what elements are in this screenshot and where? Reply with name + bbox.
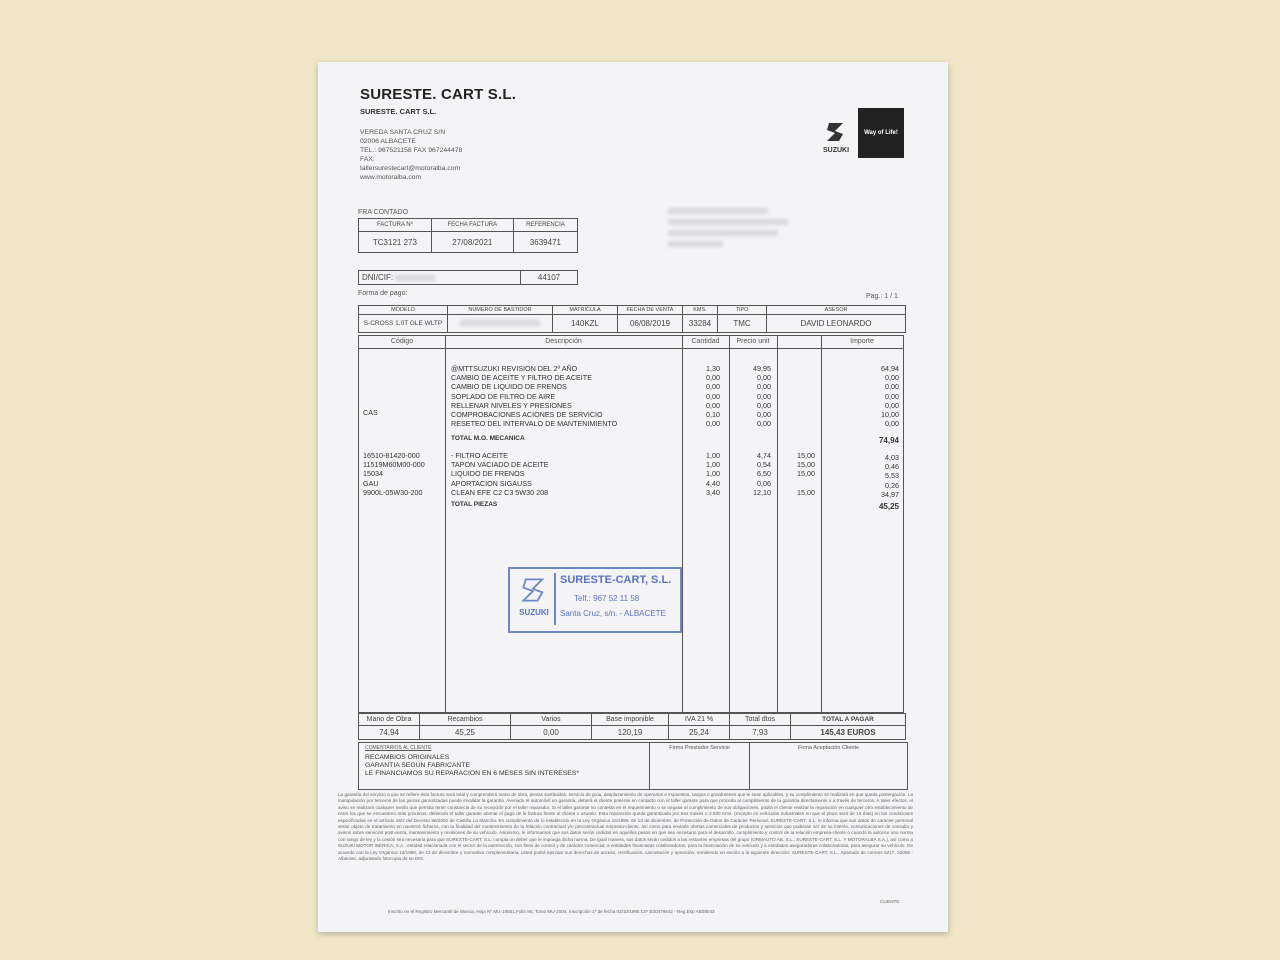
- item-amount: 10,00: [881, 410, 899, 420]
- header-code: Código: [390, 338, 414, 345]
- company-address: [360, 128, 462, 182]
- item-qty: 0,00: [706, 419, 720, 429]
- totals-header: Base imponible: [592, 714, 669, 726]
- suzuki-logo: [818, 122, 854, 154]
- stamp-name: SURESTE-CART, S.L.: [560, 574, 672, 586]
- item-price: 4,74: [757, 451, 771, 460]
- labor-total: 74,94: [878, 436, 899, 445]
- item-qty: 0,00: [706, 382, 720, 392]
- vehicle-table: [358, 305, 906, 333]
- factura-label: FACTURA Nº: [359, 219, 432, 232]
- part-code: 11519M60M00-000: [363, 460, 425, 470]
- parts-descriptions: [451, 451, 549, 497]
- item-price: 0,54: [757, 460, 771, 470]
- item-price: 0,00: [757, 382, 771, 392]
- col-divider: [445, 336, 446, 712]
- item-price: 0,00: [757, 373, 771, 383]
- item-price: 6,50: [757, 469, 771, 479]
- dni-label: DNI/CIF:: [362, 273, 394, 282]
- item-qty: 1,00: [706, 460, 720, 470]
- item-qty: 1,00: [706, 451, 720, 460]
- col-divider: [682, 336, 683, 712]
- item-price: 0,00: [757, 419, 771, 429]
- items-table: [358, 335, 904, 713]
- vehicle-type: TMC: [718, 315, 767, 333]
- factura-number: TC3121 273: [359, 232, 432, 253]
- totals-header: Varios: [511, 714, 592, 726]
- kms: 33284: [683, 315, 718, 333]
- vehicle-header: MODELO: [359, 306, 448, 315]
- header-amount: Importe: [850, 338, 874, 345]
- dni-table: [358, 270, 578, 285]
- advisor: DAVID LEONARDO: [767, 315, 906, 333]
- referencia-label: REFERENCIA: [513, 219, 577, 232]
- item-qty: 4,40: [706, 478, 720, 488]
- item-discount: 15,00: [797, 451, 815, 460]
- vehicle-header: TIPO: [718, 306, 767, 315]
- provider-signature-label: Firma Prestador Servicio: [669, 745, 730, 751]
- tax-base-value: 120,19: [592, 726, 669, 740]
- item-amount: 0,00: [885, 382, 899, 392]
- invoice-info-table: [358, 218, 578, 253]
- labor-total-label: TOTAL M.O. MECANICA: [451, 435, 525, 442]
- item-desc: COMPROBACIONES ACIONES DE SERVICIO: [451, 410, 603, 420]
- header-quantity: Cantidad: [691, 338, 720, 345]
- brand-name: SUZUKI: [822, 147, 850, 154]
- address-line: TEL.: 967521158 FAX 967244478: [360, 147, 463, 154]
- labor-total-value: 74,94: [359, 726, 420, 740]
- reference: 3639471: [513, 232, 577, 253]
- item-price: 49,95: [753, 364, 771, 373]
- customer-address-redacted: [668, 208, 788, 256]
- item-desc: @MTTSUZUKI REVISION DEL 2º AÑO: [451, 364, 578, 373]
- item-desc: APORTACION SIGAUSS: [451, 478, 532, 488]
- legal-text: La garantía del servicio a que se refiere ésta factura será total y comprenderá mano de obra, piezas sustituidas, servicio de grúa, desplazamiento de operarios e impuestos, cargos o gravámenes que le sean aplicables, y su cumplimiento se realizará en que queda postergación. La manipulación por terceros de las piezas garantizadas puede invalidar la garantía. Averiado el automóvil en garantía, deberá el cliente ponerse en contacto con el taller garante para que proceda al cumplimiento de la garantía directamente o a través de terceros. A tales efectos, el aviso se realizará cualquier medio que permita tener constancia de su recepción por el taller reparador. Si el taller garante no contesta en el requerimiento o se negase al cumplimiento de sus obligaciones, podrá el cliente realizar la reparación en cualquier otro establecimiento de entre los que se encuentren más próximos, debiendo el taller garante abonar el pago de la factura frente al cliente o usuario. Esta reparación queda garantizada por tres meses o 2.000 Kms. (excepto en vehículos industriales en que el plazo será de 15 días) en las condiciones especificadas en el artículo 16/2 del Decreto 96/2002 de Castilla La Mancha. En cumplimiento de lo establecido en la Ley Orgánica 15/1999, de 13 de diciembre, de Protección de Datos de Carácter Personal, SURESTE-CART, S.L. le informa que sus datos de carácter personal serán objeto de tratamiento en nuestros ficheros, con la finalidad del mantenimiento de la relación contractual y/o precontractual empresa-cliente, así como para enviarle ofertas comerciales de productos y servicios que pudieran ser de su interés, comunicaciones de consulta y avisos sobre servicios post-venta, mantenimiento y revisiones de su vehículo. Asimismo, le informamos que sus datos serán cedidos en aquellos pasos en que sea necesario para el desarrollo, cumplimiento y control de la relación empresa-cliente o cuando la autorice una norma con rango de ley y la cesión sea necesaria para que SURESTE-CART, S.L. cumpla un deber que le imponga dicha norma. De igual manera, sus datos serán cedidos a las restantes empresas del grupo (ORMAUTO AB, S.L., SURESTE-CART, S.L. Y MOTORALBA S.A.), así como a SUZUKI MOTOR IBÉRICA, S.A., entidad relacionada con el sector de la automoción, con fines de control y de carácter comercial, a entidades financieras colaboradoras, para la financiación de su vehículo y a entidades aseguradoras colaboradoras, para asegurar su vehículo. De acuerdo con la Ley Orgánica 15/1999, de 13 de diciembre y normativa complementaria, usted podrá ejercitar sus derechos de acceso, rectificación, cancelación y oposición, remitiendo un escrito a la siguiente dirección: SURESTE-CART, S.L., Apartado de correos 5217, 02006 - Albacete, adjuntando fotocopia de su DNI.: [338, 792, 913, 862]
- stamp-phone: Telf.: 967 52 11 58: [574, 594, 640, 603]
- client-copy-label: CLIENTE: [880, 899, 900, 904]
- labor-prices: [731, 364, 771, 428]
- parts-prices: [731, 451, 771, 497]
- totals-header: Mano de Obra: [359, 714, 420, 726]
- item-discount: 15,00: [797, 487, 815, 497]
- item-qty: 3,40: [706, 487, 720, 497]
- dni-code: 44107: [521, 271, 578, 285]
- payment-method-label: Forma de pago:: [358, 290, 408, 297]
- col-divider: [729, 336, 730, 712]
- item-discount: 15,00: [797, 469, 815, 479]
- invoice-date: 27/08/2021: [431, 232, 513, 253]
- invoice-paper: [318, 62, 948, 932]
- address-line: tallersurestecart@motoralba.com: [360, 165, 461, 172]
- parts-total: 45,25: [878, 502, 899, 511]
- labor-code: CAS: [363, 408, 378, 417]
- item-amount: 5,53: [885, 471, 899, 481]
- comments-label: COMENTARIOS AL CLIENTE: [365, 745, 432, 751]
- vehicle-model: S-CROSS 1.0T GLE WLTP: [359, 315, 448, 333]
- vehicle-header: ASESOR: [767, 306, 906, 315]
- header-unit-price: Precio unit: [736, 338, 770, 345]
- comment-line: GARANTIA SEGUN FABRICANTE: [365, 762, 470, 769]
- stamp-address: Santa Cruz, s/n. - ALBACETE: [560, 609, 666, 618]
- item-desc: - FILTRO ACEITE: [451, 451, 508, 460]
- sale-date: 06/08/2019: [618, 315, 683, 333]
- address-line: VEREDA SANTA CRUZ S/N: [360, 129, 446, 136]
- discount-total-value: 7,93: [730, 726, 791, 740]
- item-price: 0,06: [757, 478, 771, 488]
- suzuki-s-icon: [825, 122, 847, 142]
- company-name: SURESTE. CART S.L.: [360, 86, 517, 103]
- col-divider: [777, 336, 778, 712]
- misc-total-value: 0,00: [511, 726, 592, 740]
- part-code: 9900L-05W30-200: [363, 487, 423, 497]
- totals-header: Total dtos: [730, 714, 791, 726]
- item-desc: CLEAN EFE C2 C3 5W30 208: [451, 487, 549, 497]
- grand-total-value: 145,43 EUROS: [791, 726, 906, 740]
- labor-descriptions: [451, 364, 617, 428]
- item-amount: 4,03: [885, 453, 899, 462]
- parts-discounts: [779, 451, 815, 497]
- stamp-logo: [514, 573, 556, 625]
- parts-amounts: [823, 453, 899, 499]
- item-amount: 0,46: [885, 462, 899, 472]
- vehicle-header: MATRICULA: [553, 306, 618, 315]
- company-stamp: [508, 567, 682, 633]
- item-amount: 0,26: [885, 480, 899, 490]
- item-amount: 64,94: [881, 364, 899, 373]
- totals-header: TOTAL A PAGAR: [791, 714, 906, 726]
- comments-lines: [365, 754, 579, 778]
- totals-table: [358, 713, 906, 740]
- company-name-small: SURESTE. CART S.L.: [360, 107, 437, 116]
- item-price: 0,00: [757, 410, 771, 420]
- item-discount: 15,00: [797, 460, 815, 470]
- address-line: www.motoralba.com: [360, 174, 422, 181]
- item-desc: CAMBIO DE LIQUIDO DE FRENOS: [451, 382, 567, 392]
- parts-quantities: [684, 451, 720, 497]
- dni-cell: [359, 271, 521, 285]
- invoice-type: FRA CONTADO: [358, 209, 409, 216]
- item-desc: TAPON VACIADO DE ACEITE: [451, 460, 549, 470]
- item-qty: 1,30: [706, 364, 720, 373]
- item-desc: RELLENAR NIVELES Y PRESIONES: [451, 400, 572, 410]
- item-amount: 0,00: [885, 373, 899, 383]
- vat-value: 25,24: [669, 726, 730, 740]
- totals-header: IVA 21 %: [669, 714, 730, 726]
- item-price: 12,10: [753, 487, 771, 497]
- item-price: 0,00: [757, 400, 771, 410]
- parts-codes: [363, 451, 425, 497]
- stamp-suzuki-icon: [521, 577, 547, 603]
- item-qty: 0,00: [706, 400, 720, 410]
- item-amount: 0,00: [885, 391, 899, 401]
- item-desc: SOPLADO DE FILTRO DE AIRE: [451, 391, 556, 401]
- license-plate: 140KZL: [553, 315, 618, 333]
- item-desc: CAMBIO DE ACEITE Y FILTRO DE ACEITE: [451, 373, 592, 383]
- stamp-brand: SUZUKI: [519, 608, 549, 617]
- parts-total-value: 45,25: [420, 726, 511, 740]
- item-qty: 0,10: [706, 410, 720, 420]
- comment-line: LE FINANCIAMOS SU REPARACION EN 6 MESES SIN INTERESES*: [365, 770, 580, 777]
- header-description: Descripción: [545, 338, 582, 345]
- item-amount: 0,00: [885, 419, 899, 429]
- item-qty: 0,00: [706, 373, 720, 383]
- fecha-label: FECHA FACTURA: [431, 219, 513, 232]
- part-code: 16510-81420-000: [363, 451, 420, 460]
- vehicle-header: NUMERO DE BASTIDOR: [448, 306, 553, 315]
- part-code: GAU: [363, 478, 379, 488]
- address-line: 02006 ALBACETE: [360, 138, 416, 145]
- part-code: 15034: [363, 469, 383, 479]
- vehicle-header: FECHA DE VENTA: [618, 306, 683, 315]
- item-qty: 1,00: [706, 469, 720, 479]
- client-signature-label: Firma Aceptación Cliente: [797, 745, 860, 751]
- item-desc: RESETEO DEL INTERVALO DE MANTENIMIENTO: [451, 419, 618, 429]
- comments-box: [358, 742, 908, 790]
- item-desc: LIQUIDO DE FRENOS: [451, 469, 525, 479]
- parts-total-label: TOTAL PIEZAS: [451, 501, 498, 508]
- labor-quantities: [684, 364, 720, 428]
- vehicle-header: KMS.: [683, 306, 718, 315]
- address-line: FAX:: [360, 156, 375, 163]
- item-qty: 0,00: [706, 391, 720, 401]
- labor-amounts: [823, 364, 899, 428]
- item-amount: 34,97: [881, 489, 899, 499]
- item-price: 0,00: [757, 391, 771, 401]
- chassis-number-redacted: [448, 315, 553, 333]
- item-amount: 0,00: [885, 400, 899, 410]
- comment-line: RECAMBIOS ORIGINALES: [365, 754, 450, 761]
- totals-header: Recambios: [420, 714, 511, 726]
- registry-footer: Inscrito en el Registro Mercantil de Murcia, Hoja Nº MU-18551,Folio 85, Tomo MU-1004, Inscripción 1ª de fecha 03/10/1995 CIF B30476642 - Reg.Esp AB08043: [388, 909, 715, 914]
- slogan-box: Way of Life!: [858, 108, 904, 158]
- page-number: Pag.: 1 / 1: [866, 293, 898, 300]
- col-divider: [821, 336, 822, 712]
